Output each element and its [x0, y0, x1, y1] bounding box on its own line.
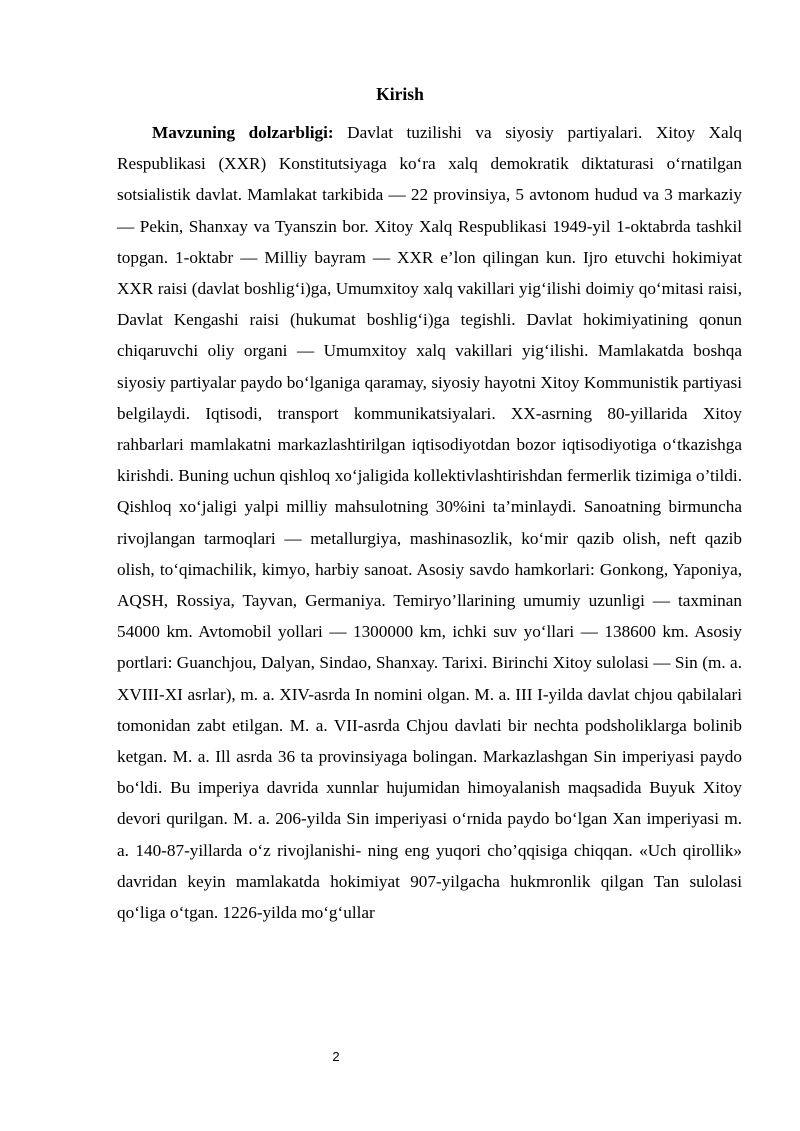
- page-number: 2: [332, 1049, 340, 1064]
- paragraph-body: Davlat tuzilishi va siyosiy partiyalari. Xitoy Xalq Respublikasi (XXR) Konstitutsiyaga koʻra xalq demokratik diktaturasi oʻrnatilgan sotsialistik davlat. Mamlakat tarkibida — 22 provinsiya, 5 avtonom hudud va 3 markaziy — Pekin, Shanxay va Tyanszin bor. Xitoy Xalq Respublikasi 1949-yil 1-oktabrda tashkil topgan. 1-oktabr — Milliy bayram — XXR e’lon qilingan kun. Ijro etuvchi hokimiyat XXR raisi (davlat boshligʻi)ga, Umumxitoy xalq vakillari yigʻilishi doimiy qoʻmitasi raisi, Davlat Kengashi raisi (hukumat boshligʻi)ga tegishli. Davlat hokimiyatining qonun chiqaruvchi oliy organi — Umumxitoy xalq vakillari yigʻilishi. Mamlakatda boshqa siyosiy partiyalar paydo boʻlganiga qaramay, siyosiy hayotni Xitoy Kommunistik partiyasi belgilaydi. Iqtisodi, transport kommunikatsiyalari. XX-asrning 80-yillarida Xitoy rahbarlari mamlakatni markazlashtirilgan iqtisodiyotdan bozor iqtisodiyotiga oʻtkazishga kirishdi. Buning uchun qishloq xoʻjaligida kollektivlashtirishdan fermerlik tizimiga o’tildi. Qishloq xoʻjaligi yalpi milliy mahsulotning 30%ini ta’minlaydi. Sanoatning birmuncha rivojlangan tarmoqlari — metallurgiya, mashinasozlik, koʻmir qazib olish, neft qazib olish, toʻqimachilik, kimyo, harbiy sanoat. Asosiy savdo hamkorlari: Gonkong, Yaponiya, AQSH, Rossiya, Tayvan, Germaniya. Temiryo’llarining umumiy uzunligi — taxminan 54000 km. Avtomobil yollari — 1300000 km, ichki suv yoʻllari — 138600 km. Asosiy portlari: Guanchjou, Dalyan, Sindao, Shanxay. Tarixi. Birinchi Xitoy sulolasi — Sin (m. a. XVIII-XI asrlar), m. a. XIV-asrda In nomini olgan. M. a. III I-yilda davlat chjou qabilalari tomonidan zabt etilgan. M. a. VII-asrda Chjou davlati bir nechta podsholiklarga bolinib ketgan. M. a. Ill asrda 36 ta provinsiyaga bolingan. Markazlashgan Sin imperiyasi paydo boʻldi. Bu imperiya davrida xunnlar hujumidan himoyalanish maqsadida Buyuk Xitoy devori qurilgan. M. a. 206-yilda Sin imperiyasi oʻrnida paydo boʻlgan Xan imperiyasi m. a. 140-87-yillarda oʻz rivojlanishi- ning eng yuqori cho’qqisiga chiqqan. «Uch qirollik» davridan keyin mamlakatda hokimiyat 907-yilgacha hukmronlik qilgan Tan sulolasi qoʻliga oʻtgan. 1226-yilda moʻgʻullar: [117, 123, 742, 923]
- paragraph-lead: Mavzuning dolzarbligi:: [152, 123, 334, 142]
- page-heading: Kirish: [376, 84, 424, 104]
- body-paragraph: [117, 117, 742, 928]
